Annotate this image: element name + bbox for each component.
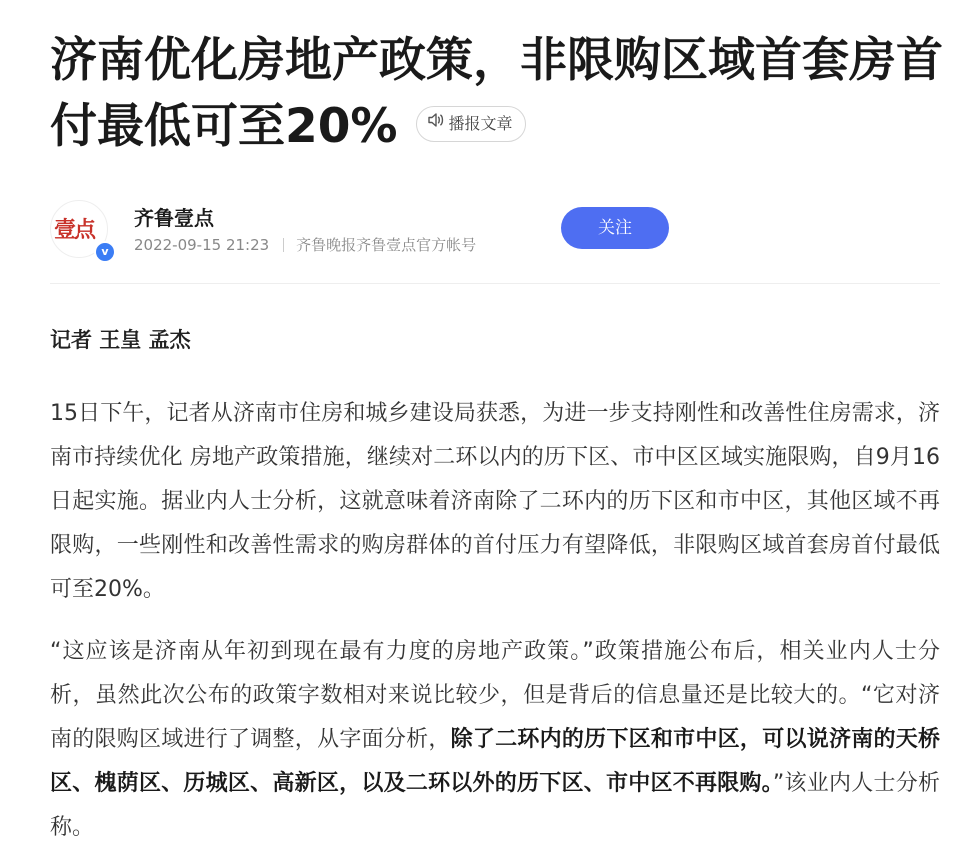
listen-label: 播报文章	[448, 113, 513, 133]
meta-divider	[283, 238, 284, 252]
paragraph-1: 15日下午，记者从济南市住房和城乡建设局获悉，为进一步支持刚性和改善性住房需求，济南市持续优化 房地产政策措施，继续对二环以内的历下区、市中区区域实施限购，自9月16日起实施。据业内人士分析，这就意味着济南除了二环内的历下区和市中区，其他区域不再限购，一些刚性和改善性需求的购房群体的首付压力有望降低，非限购区域首套房首付最低可至20%。	[50, 401, 940, 602]
publish-datetime: 2022-09-15 21:23	[134, 236, 270, 254]
article-title-text: 济南优化房地产政策，非限购区域首套房首付最低可至20%	[50, 33, 943, 154]
verified-badge-icon: v	[94, 241, 116, 263]
speaker-icon	[427, 106, 445, 140]
author-meta	[134, 234, 476, 255]
article-title	[50, 28, 950, 160]
author-avatar[interactable]	[50, 200, 108, 258]
author-row	[50, 198, 930, 268]
author-description: 齐鲁晚报齐鲁壹点官方帐号	[296, 236, 477, 254]
listen-article-button[interactable]	[416, 106, 526, 142]
reporter-byline: 记者 王皇 孟杰	[50, 328, 191, 352]
avatar-logo-text: 壹点	[54, 218, 95, 243]
paragraph-2	[50, 630, 940, 850]
paragraph-2-text-c: ”该业内人士分析称。	[50, 771, 940, 840]
author-name[interactable]: 齐鲁壹点	[134, 206, 214, 230]
paragraph-2-text-a: “这应该是济南从年初到现在最有力度的房地产政策。”政策措施公布后，相关业内人士分析，虽然此次公布的政策字数相对来说比较少，但是背后的信息量还是比较大的。“它对济南的限购区域进行了调整，从字面分析，	[50, 639, 940, 752]
follow-button[interactable]: 关注	[561, 207, 669, 249]
header-divider	[50, 283, 940, 284]
paragraph-2-bold-text: 除了二环内的历下区和市中区，可以说济南的天桥区、槐荫区、历城区、高新区，以及二环以外的历下区、市中区不再限购。	[50, 727, 940, 796]
